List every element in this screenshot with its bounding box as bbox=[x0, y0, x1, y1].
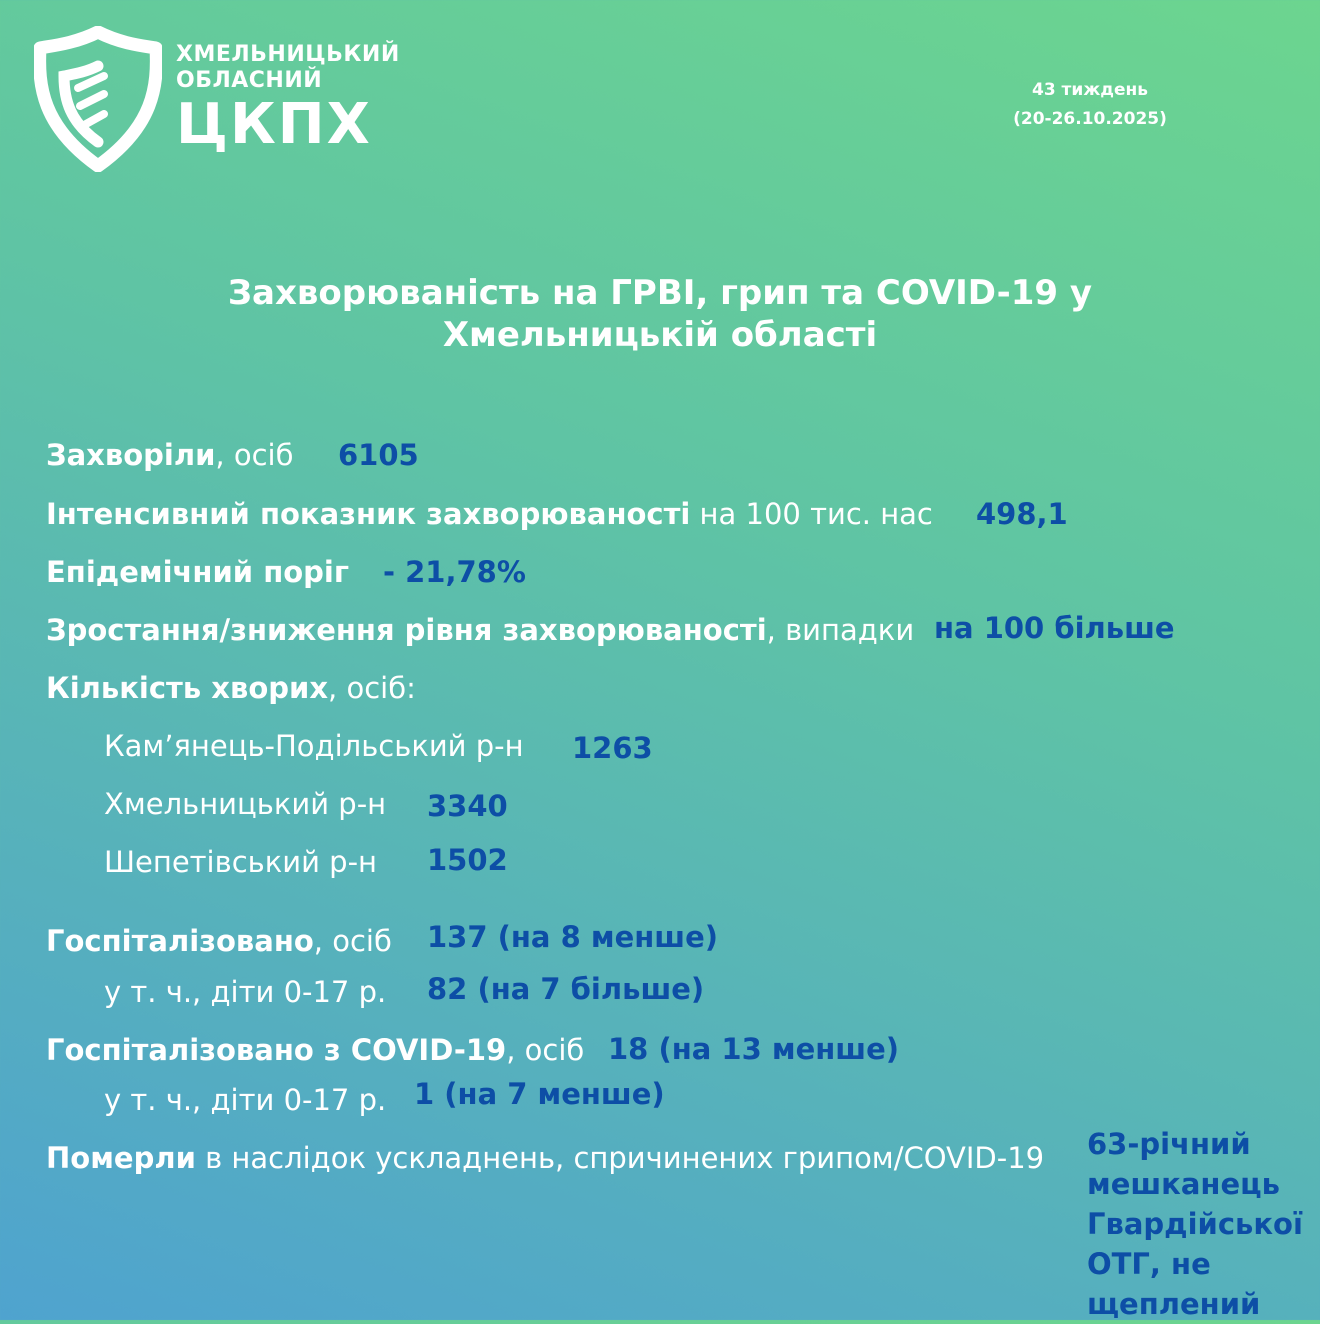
sick-row bbox=[46, 437, 294, 473]
logo-line2: ОБЛАСНИЙ bbox=[176, 68, 323, 93]
covid-value: 18 (на 13 менше) bbox=[608, 1032, 899, 1066]
count-label: Кількість хворих bbox=[46, 671, 329, 705]
covid-suffix: , осіб bbox=[506, 1033, 585, 1067]
covid-children-value: 1 (на 7 менше) bbox=[414, 1077, 665, 1111]
logo-text bbox=[176, 42, 400, 157]
deaths-row bbox=[46, 1140, 1044, 1176]
intensity-row bbox=[46, 496, 933, 532]
week-info bbox=[990, 76, 1190, 134]
district-value: 3340 bbox=[427, 789, 508, 823]
hospitalized-value: 137 (на 8 менше) bbox=[427, 920, 718, 954]
hospitalized-row bbox=[46, 923, 392, 959]
district-name: Хмельницький р-н bbox=[104, 787, 387, 821]
deaths-suffix: в наслідок ускладнень, спричинених грипом/COVID-19 bbox=[195, 1141, 1045, 1175]
intensity-label: Інтенсивний показник захворюваності bbox=[46, 497, 691, 531]
district-value: 1502 bbox=[427, 843, 508, 877]
district-name: Кам’янець-Подільський р-н bbox=[104, 729, 524, 763]
district-name: Шепетівський р-н bbox=[104, 845, 377, 879]
threshold-label: Епідемічний поріг bbox=[46, 555, 350, 589]
sick-suffix: , осіб bbox=[215, 438, 294, 472]
threshold-row bbox=[46, 554, 349, 590]
shield-logo-icon bbox=[34, 26, 162, 172]
deaths-label: Померли bbox=[46, 1141, 196, 1175]
intensity-suffix: на 100 тис. нас bbox=[690, 497, 933, 531]
covid-row bbox=[46, 1032, 584, 1068]
deaths-value: 63-річний мешканець Гвардійської ОТГ, не щеплений bbox=[1087, 1127, 1303, 1321]
logo-abbreviation: ЦКПХ bbox=[176, 92, 372, 157]
threshold-value: - 21,78% bbox=[383, 555, 526, 589]
covid-children-label: у т. ч., діти 0-17 р. bbox=[104, 1083, 387, 1117]
sick-label: Захворіли bbox=[46, 438, 216, 472]
hospitalized-children-value: 82 (на 7 більше) bbox=[427, 972, 705, 1006]
logo-line1: ХМЕЛЬНИЦЬКИЙ bbox=[176, 42, 400, 67]
week-label: 43 тиждень bbox=[1031, 80, 1148, 100]
page-title bbox=[110, 272, 1210, 356]
change-label: Зростання/зниження рівня захворюваності bbox=[46, 613, 767, 647]
title-line2: Хмельницькій області bbox=[442, 315, 878, 355]
change-suffix: , випадки bbox=[766, 613, 915, 647]
sick-value: 6105 bbox=[338, 438, 419, 472]
hospitalized-children-label: у т. ч., діти 0-17 р. bbox=[104, 975, 387, 1009]
change-row bbox=[46, 612, 914, 648]
intensity-value: 498,1 bbox=[976, 497, 1068, 531]
title-line1: Захворюваність на ГРВІ, грип та COVID-19 у bbox=[227, 273, 1093, 313]
count-row bbox=[46, 670, 416, 706]
hospitalized-suffix: , осіб bbox=[313, 924, 392, 958]
covid-label: Госпіталізовано з COVID-19 bbox=[46, 1033, 507, 1067]
week-dates: (20-26.10.2025) bbox=[1013, 109, 1167, 129]
count-suffix: , осіб: bbox=[328, 671, 416, 705]
district-value: 1263 bbox=[572, 731, 653, 765]
hospitalized-label: Госпіталізовано bbox=[46, 924, 314, 958]
change-value: на 100 більше bbox=[934, 611, 1175, 645]
